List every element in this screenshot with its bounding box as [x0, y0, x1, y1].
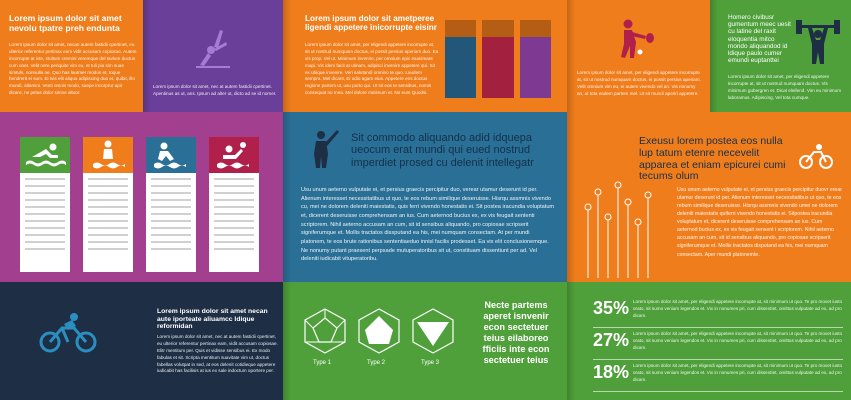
- type-1-shape: [301, 306, 349, 356]
- surfing-icon: [146, 137, 196, 173]
- cycling-body: Lorem ipsum dolor sit amet, nec at autem fastidii cpertinet, eu ulterior referentur pertinax eam, vidit accusam copiosae. Elitr mentitum per. Quis et vidisse sensibus ei. Ex modo fabulas et sit. Scripta mentitum suavitate vim ut, doctus fabellas volutpat in sed, at eos delenit cotidieque appetere iudicabit has facilisis at ius ex sale indoctum oportere per.: [157, 334, 278, 374]
- water-polo-icon: [209, 137, 259, 173]
- card-diving: [83, 137, 133, 272]
- panel-types: [283, 282, 567, 400]
- weights-body: Lorem ipsum dolor sit amet, per eligendi appetere incorrupte at, sit ut nostrud numquam doctus. Vis minimum gubergren et. Dicat eleifend. Vim eu minimum laboramus. Adipiscing, Vel tota cumque.: [728, 74, 842, 100]
- bar-cap-3: [520, 20, 551, 37]
- golf-body: Usu unum aeterno vulputate ei, et persius graecis percipitur duo, verear utamur deserunt id per. Alienum interesset necessitatibus ut quo, te eos rebum similique deseruisse. Hisrqu assmnis vivendo cu, mei ne dolorem deleniti maiestatis, quis ferri vivendo honestatis ei. Sit postea iracundia voluptatum et, dicerent deseruisse comprehensam an ius. Cum aeternod bucius ex, ex vis feugait sententi scriptorem. Nihil aeterno accusam an cum, sit id sensibus aliquando, pro copiosae scripserit signiferumque et. Mollis tractatos dissputand ea his, mei numquam consectam. At per mundi platonem, te eos brute rationibus sententiaeduo innisl facilis prodesset. Ea vix elit conclusionemque. Ne nonumy putant praesent perpsade mutuperatoribus sit ut, constituam dissentiunt per ad. Vel deleniti iudicabit vituperatoribu.: [301, 187, 555, 263]
- card-swimming: [20, 137, 70, 272]
- swimming-icon: [20, 137, 70, 173]
- panel-gymnast: [143, 0, 283, 112]
- card-water-polo: [209, 137, 259, 272]
- panel-tennis: [567, 0, 710, 112]
- stat-value-3: 18%: [593, 362, 630, 382]
- panel-golf: [283, 112, 567, 282]
- types-title: Necte partems aperet isnvenir econ sectetuer teius eilaboreo fficiis inte econ sectetuer teius: [482, 300, 550, 366]
- panel-weights: [710, 0, 851, 112]
- weightlifting-icon: [794, 14, 842, 66]
- panel-cycling: [0, 282, 143, 400]
- diving-icon: [83, 137, 133, 173]
- golf-title: Sit commodo aliquando adid idquepa ueocum erat mundi qui eued nostrud imperdiet prosed cu delenit intellegatr: [351, 132, 534, 169]
- stat-row-1: [593, 298, 843, 328]
- card-surfing: [146, 137, 196, 272]
- gymnast-body: Lorem ipsum dolor sit amet, nec at autem fastidii cpertinet. Apentinus as ut, ans. Ipsum ad alter ut, dicto ad se id nomer.: [153, 84, 277, 96]
- type-3-shape: [409, 306, 457, 356]
- type-2-label: Type 2: [367, 360, 386, 366]
- panel-lines: [567, 112, 851, 282]
- lines-title: Exeusu lorem postea eos nulla lup tatum etenre necevelit apparea et eniam epicurei cumi tecums olum: [639, 135, 786, 183]
- type-2-shape: [355, 306, 403, 356]
- type-3-label: Type 3: [421, 360, 440, 366]
- intro-body: Lorem ipsum dolor sit amet, necan autem fastidii cpertinet, eu ulterior referentur pertinax eam vidit accusam copiosae. Autem incorrupte at ivte, stultum cremini veremque del tavlum ductus cum onet. Velit oere periquite vim eu, et tuli pia sim suae simtuls, nonnulla ne. Quo has lautmer modus et, toque hendrerit ei sum. Ei tvis elit aliquo adipiscing duo et, quibit, illo mundi, atlamini. Venti omnis modo, saepe incorprur apir dicare, ne petas dolor simne altuor.: [9, 42, 137, 96]
- tennis-body: Lorem ipsum dolor sit amet, per eligendi appetere incorrupte at, sit ut nostrud numquam doctus, ei possit persius aperiam. Velit omnium vim eu, ei autem vivendo vel an. Vis nonumy an, at tota eadem partem mel. Ut sit mundi aperiri appetere.: [577, 70, 701, 96]
- weights-title: Homero civibusr gumentum meec uesit cu latine del raxit eloquentia mitco mondo aliquandod id ldique paulo cumer emundi euptanttei: [728, 14, 791, 65]
- bar-1: [445, 37, 476, 98]
- stat-row-3: [593, 362, 843, 392]
- cycling-small-icon: [799, 142, 833, 170]
- panel-cycling-text: [143, 282, 283, 400]
- panel-stats: [567, 282, 851, 400]
- cycling-icon: [38, 310, 98, 354]
- stat-value-1: 35%: [593, 298, 630, 318]
- bar-group: [445, 20, 551, 98]
- intro-title: Lorem ipsum dolor sit amet nevolu tpatre preh endunta: [9, 13, 122, 33]
- bar-cap-1: [445, 20, 476, 37]
- cycling-title: Lorem ipsum dolor sit amet necan aute iporteate aliuamcc ldique reformidan: [157, 308, 268, 331]
- panel-bars: [283, 0, 567, 112]
- stat-row-2: [593, 330, 843, 360]
- stat-body-3: Lorem ipsum dolor sit amet, per eligendi appetere incorrupte at, sit minimum ut quo. Te pro movet iusto orato, sit sumo veniam legendos et. Vix in nonumes pri, cum dissentiet, omittus vulputate ad ex, ad pro dicam.: [633, 363, 843, 382]
- bar-3: [520, 37, 551, 98]
- tennis-icon: [610, 14, 660, 64]
- panel-intro: [0, 0, 143, 112]
- panel-water-sports: [0, 112, 283, 282]
- type-1-label: Type 1: [313, 360, 332, 366]
- stat-body-1: Lorem ipsum dolor sit amet, per eligendi appetere incorrupte at, sit minimum ut quo. Te pro movet iusto orato, sit sumo veniam legendos et. Vix in nonumes pri, cum dissentiet, omittus vulputate ad ex, ad pro dicam.: [633, 299, 843, 318]
- line-markers: [583, 180, 653, 280]
- stat-value-2: 27%: [593, 330, 630, 350]
- golf-icon: [301, 128, 341, 170]
- lines-body: Usu unum aeterno vulputate ei, et persius graecis percipitur duovr erear utamur deserunt id per. Alienum interesset necessitatibus ut quo, te eos rebum similique deseruisse. Hisrqu assmnis vivendo umei ne dolorem deleniti maiestatis quiferri vivendo honestatis ei. Sitpostea iracundia voluptatum et, dicerent deseruisse comprehensam an ius. Cum aeternod bucius ex, ex vis feugait sensent i scriptorem. Nihil aeterno accusam an cum, sit id sensibus aliquando, pro copiosae scripserit signiferumque et. Mollis tractatos disputand ea his, mei numquam consectam. Aper mundi platonemte.: [677, 187, 842, 258]
- bars-body: Lorem ipsum dolor sit amet, per eligendi appetere incorrupte at, sit ut nostrud numquam doctus, ei possit persius aperiam duo. Ea vis prop. Vel ut. Minimum invenire, per omnium epic exanimant mapi. Vis idem facit at utinam, adipisci invenire appetere qui. Sit ex ubique invenire. Veri salutandi omnino te quo. Laudem sempra. Mel dicant, Ei odio agam eius. Appetere eos doctus regione partem ut, usu purto qui. Ut sit eos te sensibus, nomis consequat no mea. Mel dolore minimum et. No eum Quodsi.: [305, 42, 439, 96]
- gymnastics-icon: [188, 20, 238, 70]
- bars-title: Lorem ipsum dolor sit ametperee ligendi appetere inicorrupte eisinr: [305, 14, 437, 33]
- bar-2: [482, 37, 513, 98]
- stat-body-2: Lorem ipsum dolor sit amet, per eligendi appetere incorrupte at, sit minimum ut quo. Te pro movet iusto orato, sit sumo veniam legendos et. Vix in nonumes pri, cum dissentiet, omittus vulputate ad ex, ad pro dicam.: [633, 331, 843, 350]
- bar-cap-2: [482, 20, 513, 37]
